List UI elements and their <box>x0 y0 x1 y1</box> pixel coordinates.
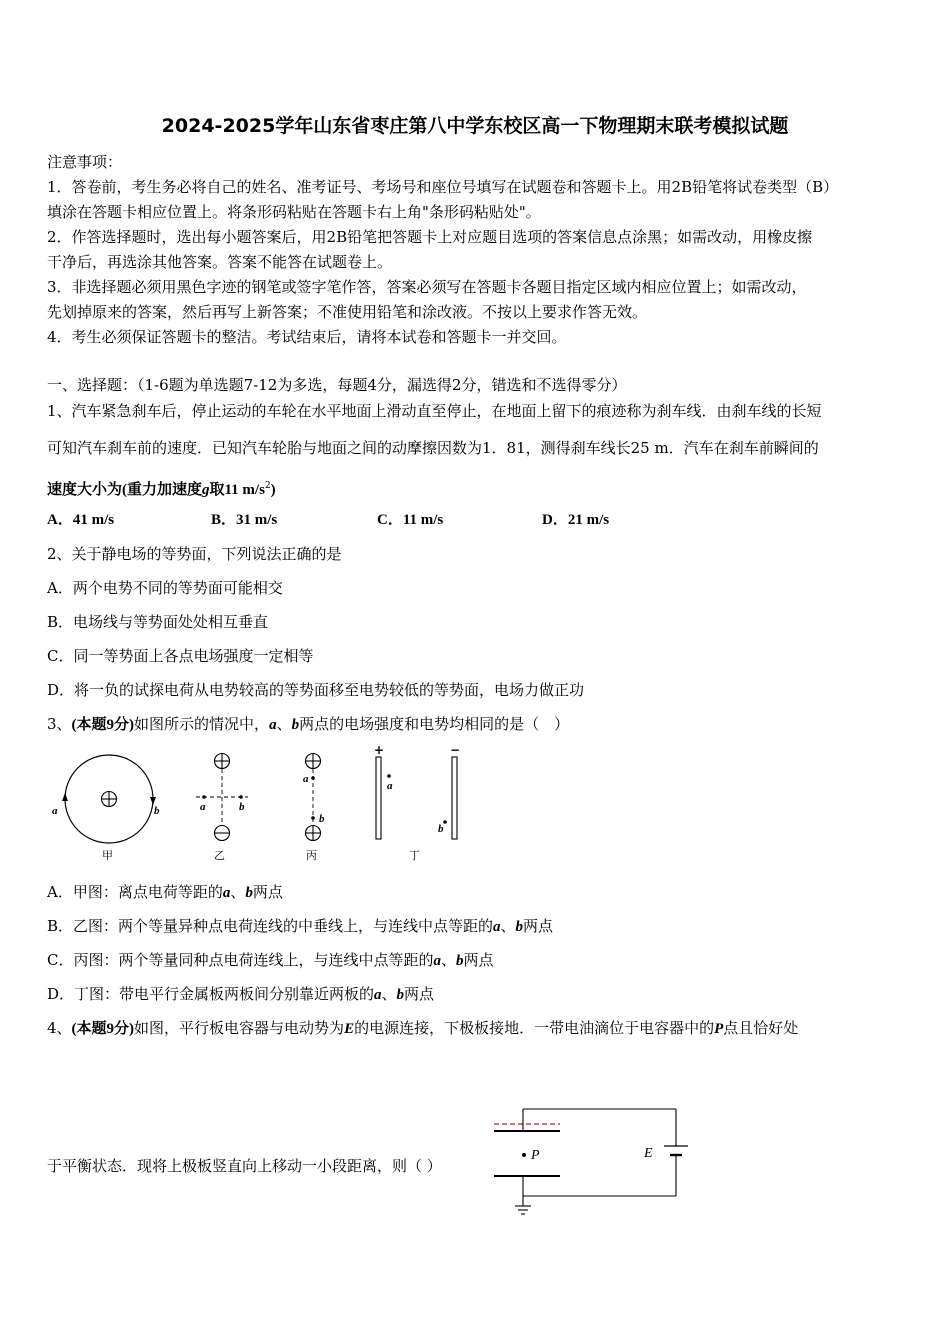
label-a: a <box>387 780 393 792</box>
caption-yi: 乙 <box>214 849 225 862</box>
q2-option-a: A．两个电势不同的等势面可能相交 <box>47 579 283 597</box>
q1-option-a: A．41 m/s <box>47 512 115 528</box>
q1-option-b: B．31 m/s <box>211 512 278 528</box>
figure-jia <box>52 755 160 862</box>
q1-option-c: C．11 m/s <box>377 512 444 528</box>
notice-line: 2．作答选择题时，选出每小题答案后，用2B铅笔把答题卡上对应题目选项的答案信息点涂黑；如需改动，用橡皮擦 <box>47 228 813 246</box>
notice-line: 填涂在答题卡相应位置上。将条形码粘贴在答题卡右上角"条形码粘贴处"。 <box>47 203 541 221</box>
oil-drop <box>522 1153 526 1157</box>
q3-option-d: D．丁图：带电平行金属板两板间分别靠近两板的a、b两点 <box>47 985 435 1003</box>
q3-option-c: C．丙图：两个等量同种点电荷连线上，与连线中点等距的a、b两点 <box>47 951 494 969</box>
section-heading: 一、选择题：（1-6题为单选题7-12为多选，每题4分，漏选得2分，错选和不选得零分） <box>47 376 627 394</box>
q3-figure <box>40 742 480 867</box>
caption-jia: 甲 <box>102 849 113 862</box>
label-b: b <box>239 801 245 813</box>
q2-option-b: B．电场线与等势面处处相互垂直 <box>47 613 269 631</box>
q2-stem: 2、关于静电场的等势面，下列说法正确的是 <box>47 545 342 563</box>
figure-ding <box>374 743 460 862</box>
q3-option-b: B．乙图：两个等量异种点电荷连线的中垂线上，与连线中点等距的a、b两点 <box>47 917 554 935</box>
q4-stem: 4、(本题9分)如图，平行板电容器与电动势为E的电源连接，下极板接地．一带电油滴位于电容器中的P点且恰好处 <box>47 1019 799 1037</box>
figure-yi <box>196 754 248 863</box>
label-b: b <box>154 805 160 817</box>
notice-line: 干净后，再选涂其他答案。答案不能答在试题卷上。 <box>47 253 393 271</box>
notice-heading: 注意事项： <box>47 153 123 171</box>
q1-stem-line2: 可知汽车刹车前的速度．已知汽车轮胎与地面之间的动摩擦因数为1．81，测得刹车线长25 m．汽车在刹车前瞬间的 <box>47 439 819 457</box>
label-a: a <box>200 801 206 813</box>
label-E: E <box>644 1146 653 1161</box>
q2-option-c: C．同一等势面上各点电场强度一定相等 <box>47 647 314 665</box>
q1-stem-line1: 1、汽车紧急刹车后，停止运动的车轮在水平地面上滑动直至停止，在地面上留下的痕迹称为刹车线．由刹车线的长短 <box>47 402 822 420</box>
q1-option-d: D．21 m/s <box>542 512 610 528</box>
label-a: a <box>303 773 309 785</box>
label-b: b <box>438 823 444 835</box>
notice-line: 4．考生必须保证答题卡的整洁。考试结束后，请将本试卷和答题卡一并交回。 <box>47 328 567 346</box>
q4-stem-line2: 于平衡状态．现将上极板竖直向上移动一小段距离，则（ ） <box>47 1157 442 1175</box>
caption-bing: 丙 <box>306 849 317 862</box>
q3-stem: 3、(本题9分)如图所示的情况中，a、b两点的电场强度和电势均相同的是（ ） <box>47 715 570 733</box>
q1-stem-line3: 速度大小为(重力加速度g取11 $m/s^2$) <box>47 481 276 498</box>
notice-line: 3．非选择题必须用黑色字迹的钢笔或签字笔作答，答案必须写在答题卡各题目指定区域内相应位置上；如需改动， <box>47 278 807 296</box>
q2-option-d: D．将一负的试探电荷从电势较高的等势面移至电势较低的等势面，电场力做正功 <box>47 681 585 699</box>
label-P: P <box>531 1148 540 1163</box>
caption-ding: 丁 <box>409 849 420 862</box>
page-title: 2024-2025学年山东省枣庄第八中学东校区高一下物理期末联考模拟试题 <box>161 115 789 137</box>
minus-sign: − <box>450 743 461 757</box>
plus-sign: + <box>374 743 385 757</box>
notice-line: 先划掉原来的答案，然后再写上新答案；不准使用铅笔和涂改液。不按以上要求作答无效。 <box>47 303 648 321</box>
q4-circuit-figure <box>490 1100 690 1220</box>
q3-option-a: A．甲图：离点电荷等距的a、b两点 <box>47 883 283 901</box>
label-b: b <box>319 813 325 825</box>
figure-bing <box>303 754 325 863</box>
notice-line: 1．答卷前，考生务必将自己的姓名、准考证号、考场号和座位号填写在试题卷和答题卡上。用2B铅笔将试卷类型（B） <box>47 178 839 196</box>
label-a: a <box>52 805 58 817</box>
